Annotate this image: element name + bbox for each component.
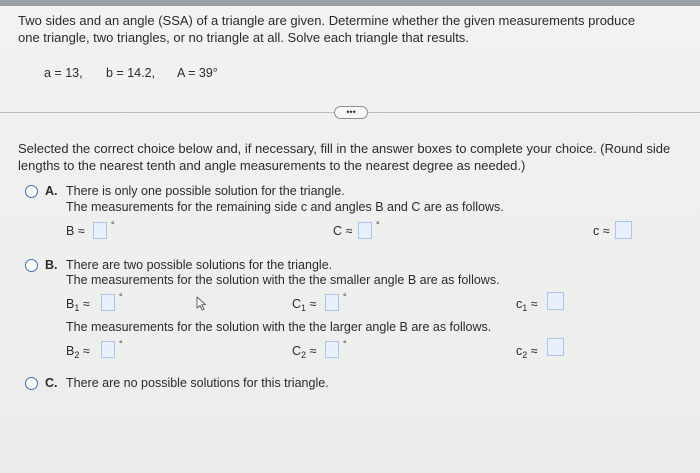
- option-b-c2-angle-label: $C_2$ ≈: [292, 344, 317, 360]
- option-b-c1-angle-label: $C_1$ ≈: [292, 297, 317, 313]
- instructions-line-1: Selected the correct choice below and, if necessary, fill in the answer boxes to complete your choice. (Round side: [18, 141, 671, 156]
- option-b-c2-angle-degree: °: [343, 339, 347, 349]
- option-a-c-angle-answer-box[interactable]: [358, 222, 372, 239]
- option-a-b-degree: °: [111, 220, 115, 230]
- option-b-b1-label: $B_1$ ≈: [66, 297, 90, 313]
- option-a-c-angle-label: C ≈: [333, 224, 353, 238]
- option-b-c1-side-answer-box[interactable]: [547, 292, 564, 310]
- option-b-b1-degree: °: [119, 292, 123, 302]
- given-a: a = 13,: [44, 66, 83, 80]
- option-a-c-side-answer-box[interactable]: [615, 221, 632, 239]
- given-b: b = 14.2,: [106, 66, 155, 80]
- option-b-c1-side-label: $c_1$ ≈: [516, 297, 538, 313]
- option-a-text: There is only one possible solution for the triangle.: [66, 184, 345, 198]
- option-b-larger-text: The measurements for the solution with the the larger angle B are as follows.: [66, 320, 492, 334]
- question-line-1: Two sides and an angle (SSA) of a triangle are given. Determine whether the given measurements produce: [18, 13, 636, 28]
- option-b-b1-answer-box[interactable]: [101, 294, 115, 311]
- given-angle-a: A = 39°: [177, 66, 218, 80]
- more-button[interactable]: •••: [334, 106, 368, 119]
- option-a-subtext: The measurements for the remaining side c and angles B and C are as follows.: [66, 200, 504, 214]
- option-a-radio[interactable]: [25, 185, 38, 198]
- option-b-b2-answer-box[interactable]: [101, 341, 115, 358]
- option-b-radio[interactable]: [25, 259, 38, 272]
- option-b-b2-label: $B_2$ ≈: [66, 344, 90, 360]
- option-b-c2-side-label: $c_2$ ≈: [516, 344, 538, 360]
- option-a-c-side-label: c ≈: [593, 224, 610, 238]
- option-c-text: There are no possible solutions for this triangle.: [66, 376, 329, 390]
- option-b-c2-angle-answer-box[interactable]: [325, 341, 339, 358]
- mouse-pointer-icon: [196, 296, 208, 312]
- top-bar: [0, 0, 700, 6]
- instructions-line-2: lengths to the nearest tenth and angle measurements to the nearest degree as needed.): [18, 158, 526, 173]
- option-a-b-answer-box[interactable]: [93, 222, 107, 239]
- option-c-radio[interactable]: [25, 377, 38, 390]
- option-c-letter: C.: [45, 376, 58, 390]
- question-line-2: one triangle, two triangles, or no triangle at all. Solve each triangle that results.: [18, 30, 469, 45]
- option-b-c1-angle-answer-box[interactable]: [325, 294, 339, 311]
- option-b-smaller-text: The measurements for the solution with the the smaller angle B are as follows.: [66, 273, 500, 287]
- option-b-c2-side-answer-box[interactable]: [547, 338, 564, 356]
- option-a-c-angle-degree: °: [376, 220, 380, 230]
- option-a-letter: A.: [45, 184, 58, 198]
- option-a-b-label: B ≈: [66, 224, 85, 238]
- option-b-letter: B.: [45, 258, 58, 272]
- option-b-b2-degree: °: [119, 339, 123, 349]
- option-b-text: There are two possible solutions for the triangle.: [66, 258, 333, 272]
- option-b-c1-angle-degree: °: [343, 292, 347, 302]
